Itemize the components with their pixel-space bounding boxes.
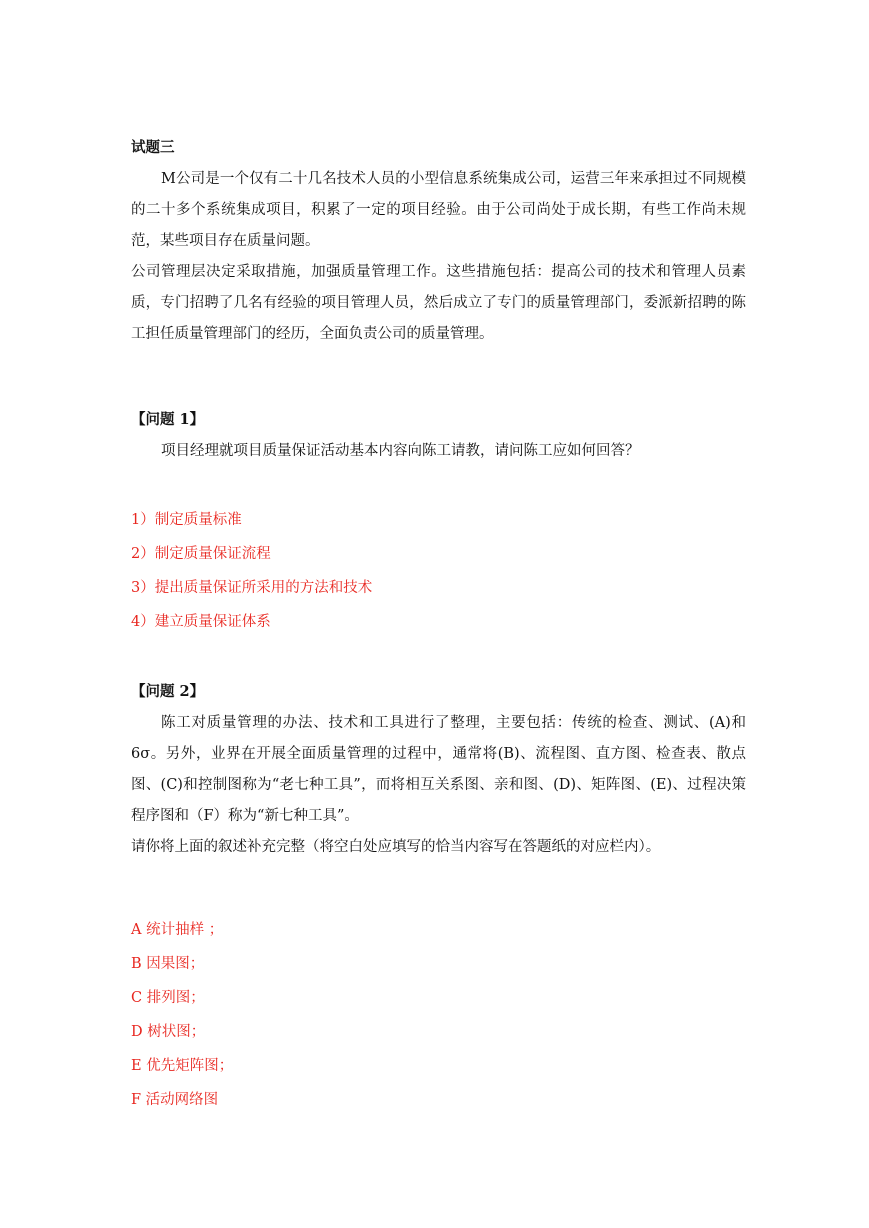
q1-answer-1: 1）制定质量标准 xyxy=(131,512,242,528)
question-1-text: 项目经理就项目质量保证活动基本内容向陈工请教，请问陈工应如何回答？ xyxy=(161,443,640,459)
question-2-text: 陈工对质量管理的办法、技术和工具进行了整理，主要包括：传统的检查、测试、(A)和6σ。另外，业界在开展全面质量管理的过程中，通常将(B)、流程图、直方图、检查表、散点图、(C)和控制图称为“老七种工具”，而将相互关系图、亲和图、(D)、矩阵图、(E)、过程决策程序图和（F）称为“新七种工具”。 xyxy=(131,715,746,824)
q2-answer-e: E 优先矩阵图； xyxy=(131,1058,234,1074)
q2-answer-a: A 统计抽样 ； xyxy=(131,922,224,938)
q1-answer-2: 2）制定质量保证流程 xyxy=(131,546,271,562)
intro-paragraph-1: M公司是一个仅有二十几名技术人员的小型信息系统集成公司，运营三年来承担过不同规模的二十多个系统集成项目，积累了一定的项目经验。由于公司尚处于成长期，有些工作尚未规范，某些项目存在质量问题。 xyxy=(131,171,746,249)
q2-answer-c: C 排列图； xyxy=(131,990,205,1006)
q2-answer-f: F 活动网络图 xyxy=(131,1092,219,1108)
q2-answer-b: B 因果图； xyxy=(131,956,205,972)
q2-answer-d: D 树状图； xyxy=(131,1024,206,1040)
q1-answer-3: 3）提出质量保证所采用的方法和技术 xyxy=(131,580,373,596)
question-1-heading: 【问题 1】 xyxy=(131,411,205,428)
intro-paragraph-2: 公司管理层决定采取措施，加强质量管理工作。这些措施包括：提高公司的技术和管理人员素质，专门招聘了几名有经验的项目管理人员，然后成立了专门的质量管理部门，委派新招聘的陈工担任质量管理部门的经历，全面负责公司的质量管理。 xyxy=(131,264,746,342)
section-title: 试题三 xyxy=(131,139,175,156)
intro-block xyxy=(131,164,746,350)
q1-answer-4: 4）建立质量保证体系 xyxy=(131,614,271,630)
question-2-block xyxy=(131,708,746,863)
question-2-instruction: 请你将上面的叙述补充完整（将空白处应填写的恰当内容写在答题纸的对应栏内）。 xyxy=(131,839,661,855)
question-2-heading: 【问题 2】 xyxy=(131,683,205,700)
